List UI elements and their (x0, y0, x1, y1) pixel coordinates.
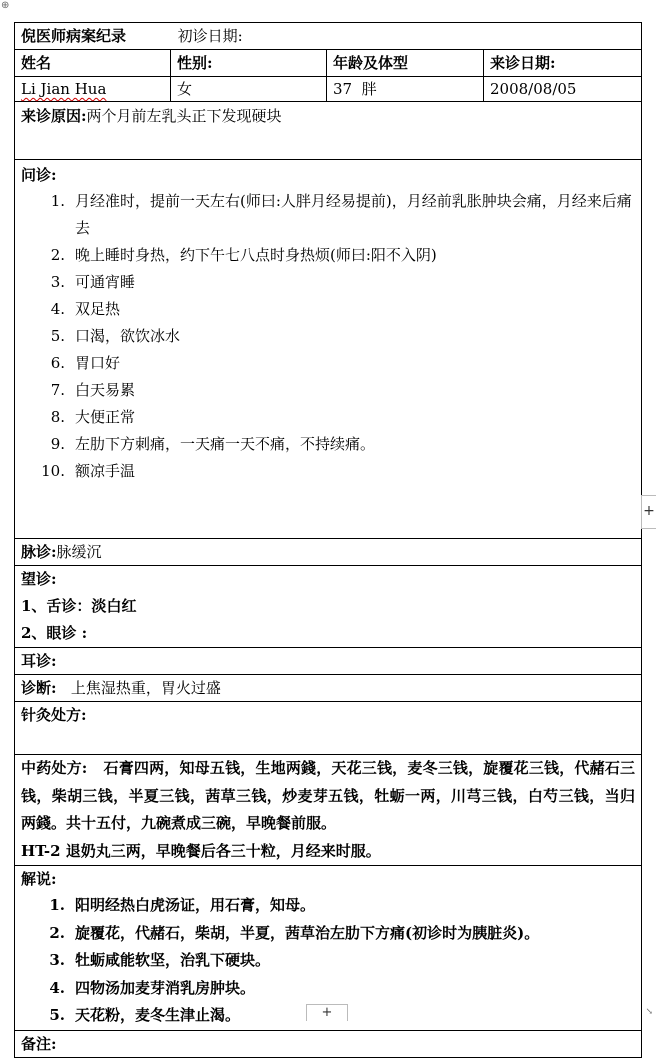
herbs-text: 石膏四两，知母五钱，生地两錢，天花三钱，麦冬三钱，旋覆花三钱，代赭石三钱，柴胡三钱，半夏三钱，茜草三钱，炒麦芽五钱，牡蛎一两，川芎三钱，白芍三钱，当归两錢。共十五付，九碗煮成三碗，早晚餐前服。 (21, 759, 636, 832)
list-item: 3. 牡蛎咸能软坚，治乳下硬块。 (49, 951, 271, 969)
tongue-diagnosis: 1、舌诊：淡白红 (21, 597, 137, 615)
acupuncture-label[interactable]: 针灸处方: (15, 702, 642, 755)
patient-visit-date[interactable]: 2008/08/05 (484, 77, 642, 102)
inquiry-row (15, 160, 642, 539)
pulse-label: 脉诊: (21, 543, 57, 561)
header-row (15, 50, 642, 77)
list-item: 2. 晚上睡时身热，约下午七八点时身热烦(师曰:阳不入阴) (50, 246, 437, 264)
patient-row (15, 77, 642, 102)
ear-label[interactable]: 耳诊: (15, 648, 642, 675)
name-header: 姓名 (15, 50, 171, 77)
reason-text: 两个月前左乳头正下发现硬块 (86, 107, 282, 125)
herbs-pill-text: HT-2 退奶丸三两，早晚餐后各三十粒，月经来时服。 (21, 841, 381, 860)
list-item: 1. 月经准时，提前一天左右(师曰:人胖月经易提前)，月经前乳胀肿块会痛，月经来后痛去 (50, 192, 632, 237)
list-item: 5. 天花粉，麦冬生津止渴。 (49, 1006, 241, 1024)
patient-age: 37 (333, 80, 353, 98)
list-item: 8. 大便正常 (50, 408, 136, 426)
list-item: 9. 左肋下方刺痛，一天痛一天不痛，不持续痛。 (50, 435, 376, 453)
list-item: 5. 口渴，欲饮冰水 (50, 327, 181, 345)
acupuncture-row (15, 702, 642, 755)
add-column-handle[interactable]: + (306, 1004, 348, 1021)
list-item: 4. 四物汤加麦芽消乳房肿块。 (49, 978, 256, 997)
title-row (15, 23, 642, 50)
notes-label[interactable]: 备注: (15, 1030, 642, 1057)
herbs-label: 中药处方: (21, 759, 88, 777)
record-title: 倪医师病案纪录 (21, 27, 127, 45)
list-item: 7. 白天易累 (50, 381, 136, 399)
pulse-row (15, 539, 642, 566)
gender-header: 性别: (171, 50, 327, 77)
list-item: 1. 阳明经热白虎汤证，用石膏，知母。 (49, 896, 316, 914)
eye-diagnosis: 2、眼诊 : (21, 624, 88, 642)
patient-gender[interactable]: 女 (171, 77, 327, 102)
reason-row (15, 102, 642, 160)
list-item: 2. 旋覆花，代赭石，柴胡，半夏，茜草治左肋下方痛(初诊时为胰脏炎)。 (49, 923, 540, 942)
list-item: 10. 额凉手温 (41, 462, 136, 480)
diagnosis-text: 上焦湿热重，胃火过盛 (70, 679, 221, 697)
table-move-handle[interactable]: ⊕ (1, 0, 10, 11)
list-item: 6. 胃口好 (50, 354, 121, 372)
patient-name: Li Jian Hua (21, 80, 107, 98)
patient-age-build-cell[interactable] (327, 77, 484, 102)
notes-row (15, 1030, 642, 1057)
visit-date-header: 来诊日期: (484, 50, 642, 77)
resize-corner-icon[interactable]: ↘ (645, 1007, 653, 1017)
inquiry-label: 问诊: (21, 166, 57, 184)
reason-label: 来诊原因: (21, 107, 87, 125)
ear-row (15, 648, 642, 675)
list-item: 4. 双足热 (50, 300, 121, 318)
patient-build: 胖 (361, 80, 377, 98)
look-row (15, 566, 642, 648)
look-label: 望诊: (21, 570, 57, 588)
patient-name-cell[interactable] (15, 77, 171, 102)
age-build-header: 年龄及体型 (327, 50, 484, 77)
diagnosis-label: 诊断: (21, 679, 57, 697)
inquiry-list (21, 188, 635, 485)
medical-record-table (14, 22, 642, 1058)
pulse-text: 脉缓沉 (56, 543, 102, 561)
list-item: 3. 可通宵睡 (50, 273, 136, 291)
add-row-handle[interactable]: + (641, 495, 656, 529)
first-visit-date-label: 初诊日期: (177, 27, 243, 45)
explanation-label: 解说: (21, 870, 57, 888)
diagnosis-row (15, 675, 642, 702)
herbs-row (15, 755, 642, 866)
